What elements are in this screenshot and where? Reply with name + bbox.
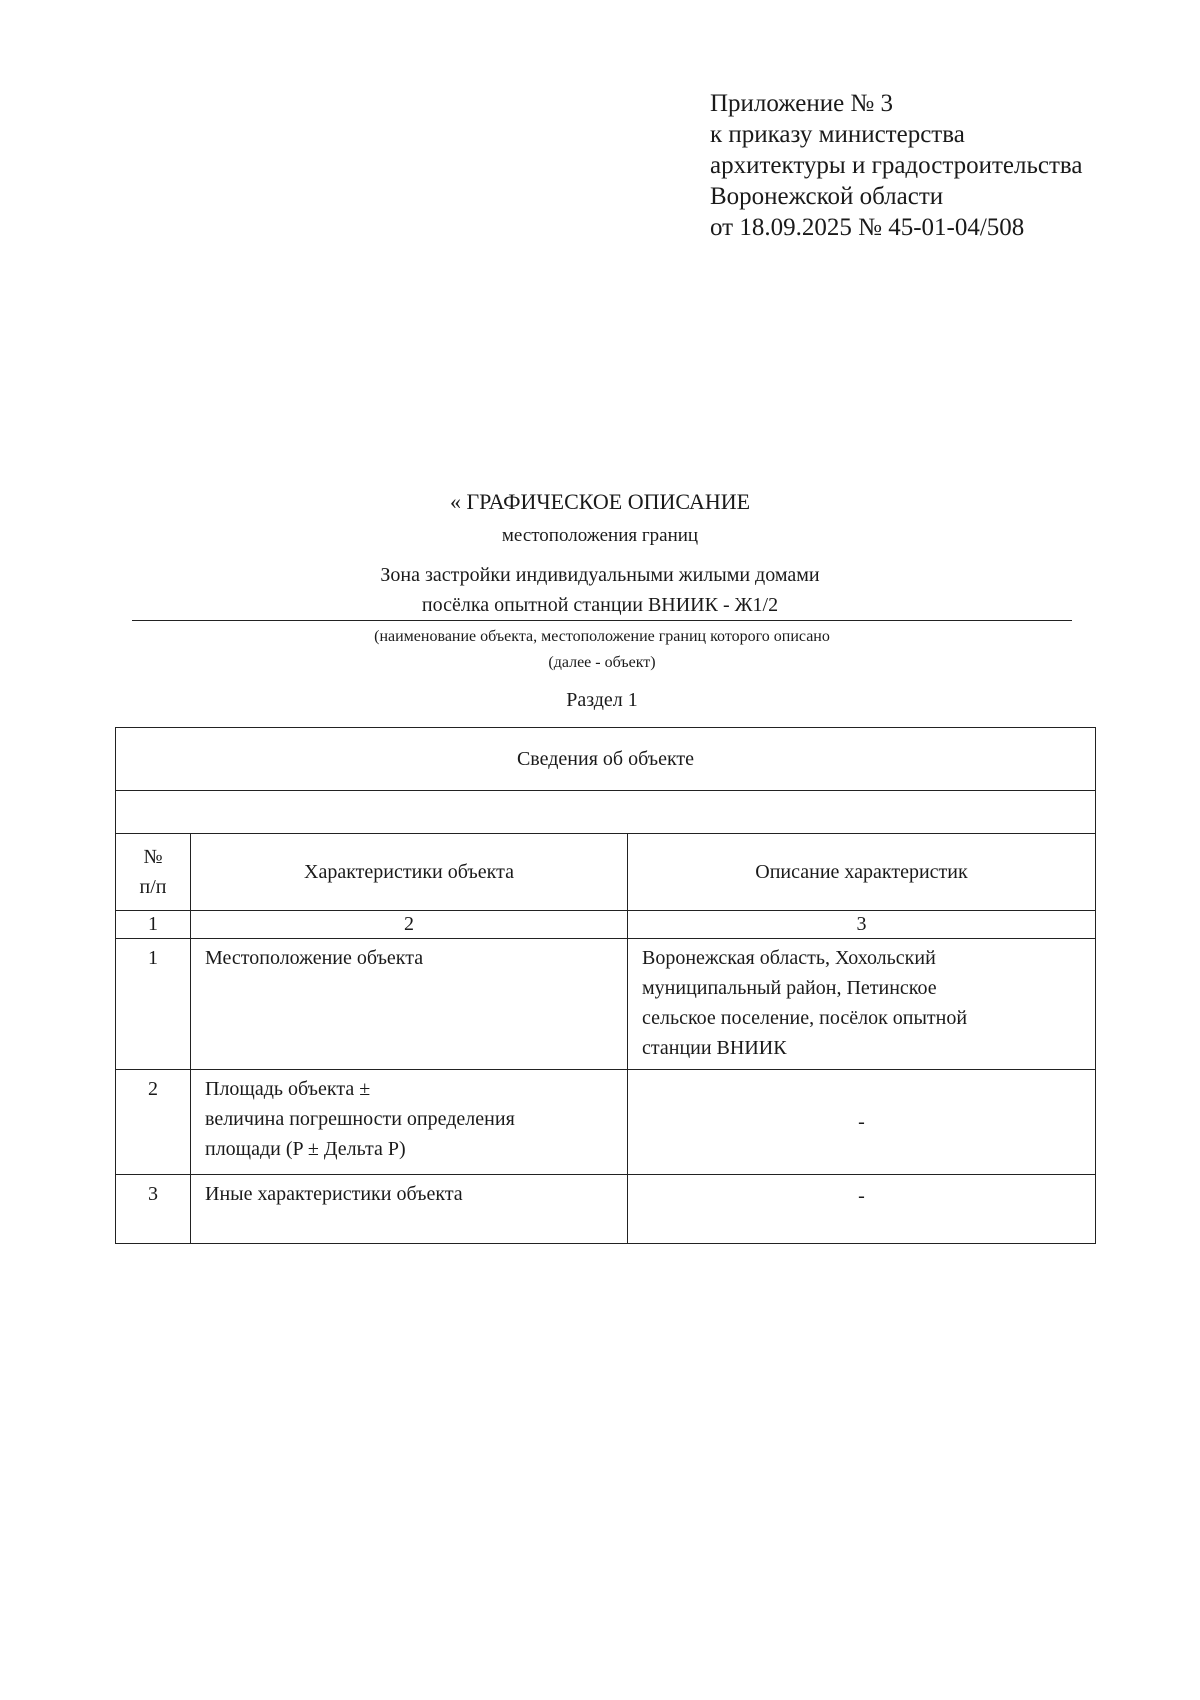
characteristic-line: площади (P ± Дельта P) bbox=[205, 1138, 406, 1160]
characteristic-line: Иные характеристики объекта bbox=[205, 1183, 463, 1205]
appendix-line-number: Приложение № 3 bbox=[710, 90, 894, 117]
table-caption-row bbox=[116, 728, 1096, 791]
characteristic-line: Местоположение объекта bbox=[205, 947, 424, 969]
appendix-line-region: Воронежской области bbox=[710, 183, 944, 210]
row-number: 3 bbox=[116, 1175, 191, 1244]
object-name-line-2: посёлка опытной станции ВНИИК - Ж1/2 bbox=[421, 594, 779, 616]
title-block bbox=[120, 488, 1080, 620]
row-number: 2 bbox=[116, 1070, 191, 1175]
table-caption: Сведения об объекте bbox=[116, 728, 1096, 791]
table-row bbox=[116, 1070, 1096, 1175]
row-description: - bbox=[628, 1070, 1096, 1175]
row-number: 1 bbox=[116, 939, 191, 1070]
table-empty-row bbox=[116, 791, 1096, 834]
column-index-1: 1 bbox=[116, 911, 191, 939]
row-characteristic bbox=[191, 1070, 628, 1175]
header-num-line-2: п/п bbox=[139, 876, 167, 898]
table-row bbox=[116, 939, 1096, 1070]
row-description bbox=[628, 939, 1096, 1070]
row-characteristic bbox=[191, 1175, 628, 1244]
object-name-line-1: Зона застройки индивидуальными жилыми домами bbox=[380, 564, 820, 586]
section-label: Раздел 1 bbox=[566, 689, 638, 711]
characteristic-line: Площадь объекта ± bbox=[205, 1078, 371, 1100]
caption-line-1: (наименование объекта, местоположение границ которого описано bbox=[374, 628, 830, 645]
header-num-line-1: № bbox=[143, 846, 163, 868]
object-name bbox=[120, 560, 1080, 620]
characteristic-line: величина погрешности определения bbox=[205, 1108, 515, 1130]
row-characteristic bbox=[191, 939, 628, 1070]
object-info-table bbox=[115, 727, 1096, 1244]
header-characteristics: Характеристики объекта bbox=[191, 834, 628, 911]
object-name-underline bbox=[132, 620, 1072, 621]
description-line: Воронежская область, Хохольский bbox=[642, 947, 936, 969]
appendix-line-ministry: архитектуры и градостроительства bbox=[710, 152, 1083, 179]
caption-line-2: (далее - объект) bbox=[548, 654, 656, 671]
column-index-3: 3 bbox=[628, 911, 1096, 939]
appendix-header bbox=[710, 88, 1180, 243]
row-description: - bbox=[628, 1175, 1096, 1244]
description-line: муниципальный район, Петинское bbox=[642, 977, 937, 999]
column-index-row bbox=[116, 911, 1096, 939]
table-row bbox=[116, 1175, 1096, 1244]
description-line: сельское поселение, посёлок опытной bbox=[642, 1007, 968, 1029]
appendix-line-date: от 18.09.2025 № 45-01-04/508 bbox=[710, 214, 1025, 241]
description-line: станции ВНИИК bbox=[642, 1037, 787, 1059]
document-subtitle: местоположения границ bbox=[501, 525, 699, 546]
empty-cell bbox=[116, 791, 1096, 834]
column-index-2: 2 bbox=[191, 911, 628, 939]
document-title: « ГРАФИЧЕСКОЕ ОПИСАНИЕ bbox=[449, 489, 751, 514]
appendix-line-order: к приказу министерства bbox=[710, 121, 965, 148]
object-name-caption bbox=[132, 624, 1072, 676]
header-num bbox=[116, 834, 191, 911]
header-description: Описание характеристик bbox=[628, 834, 1096, 911]
table-header-row bbox=[116, 834, 1096, 911]
